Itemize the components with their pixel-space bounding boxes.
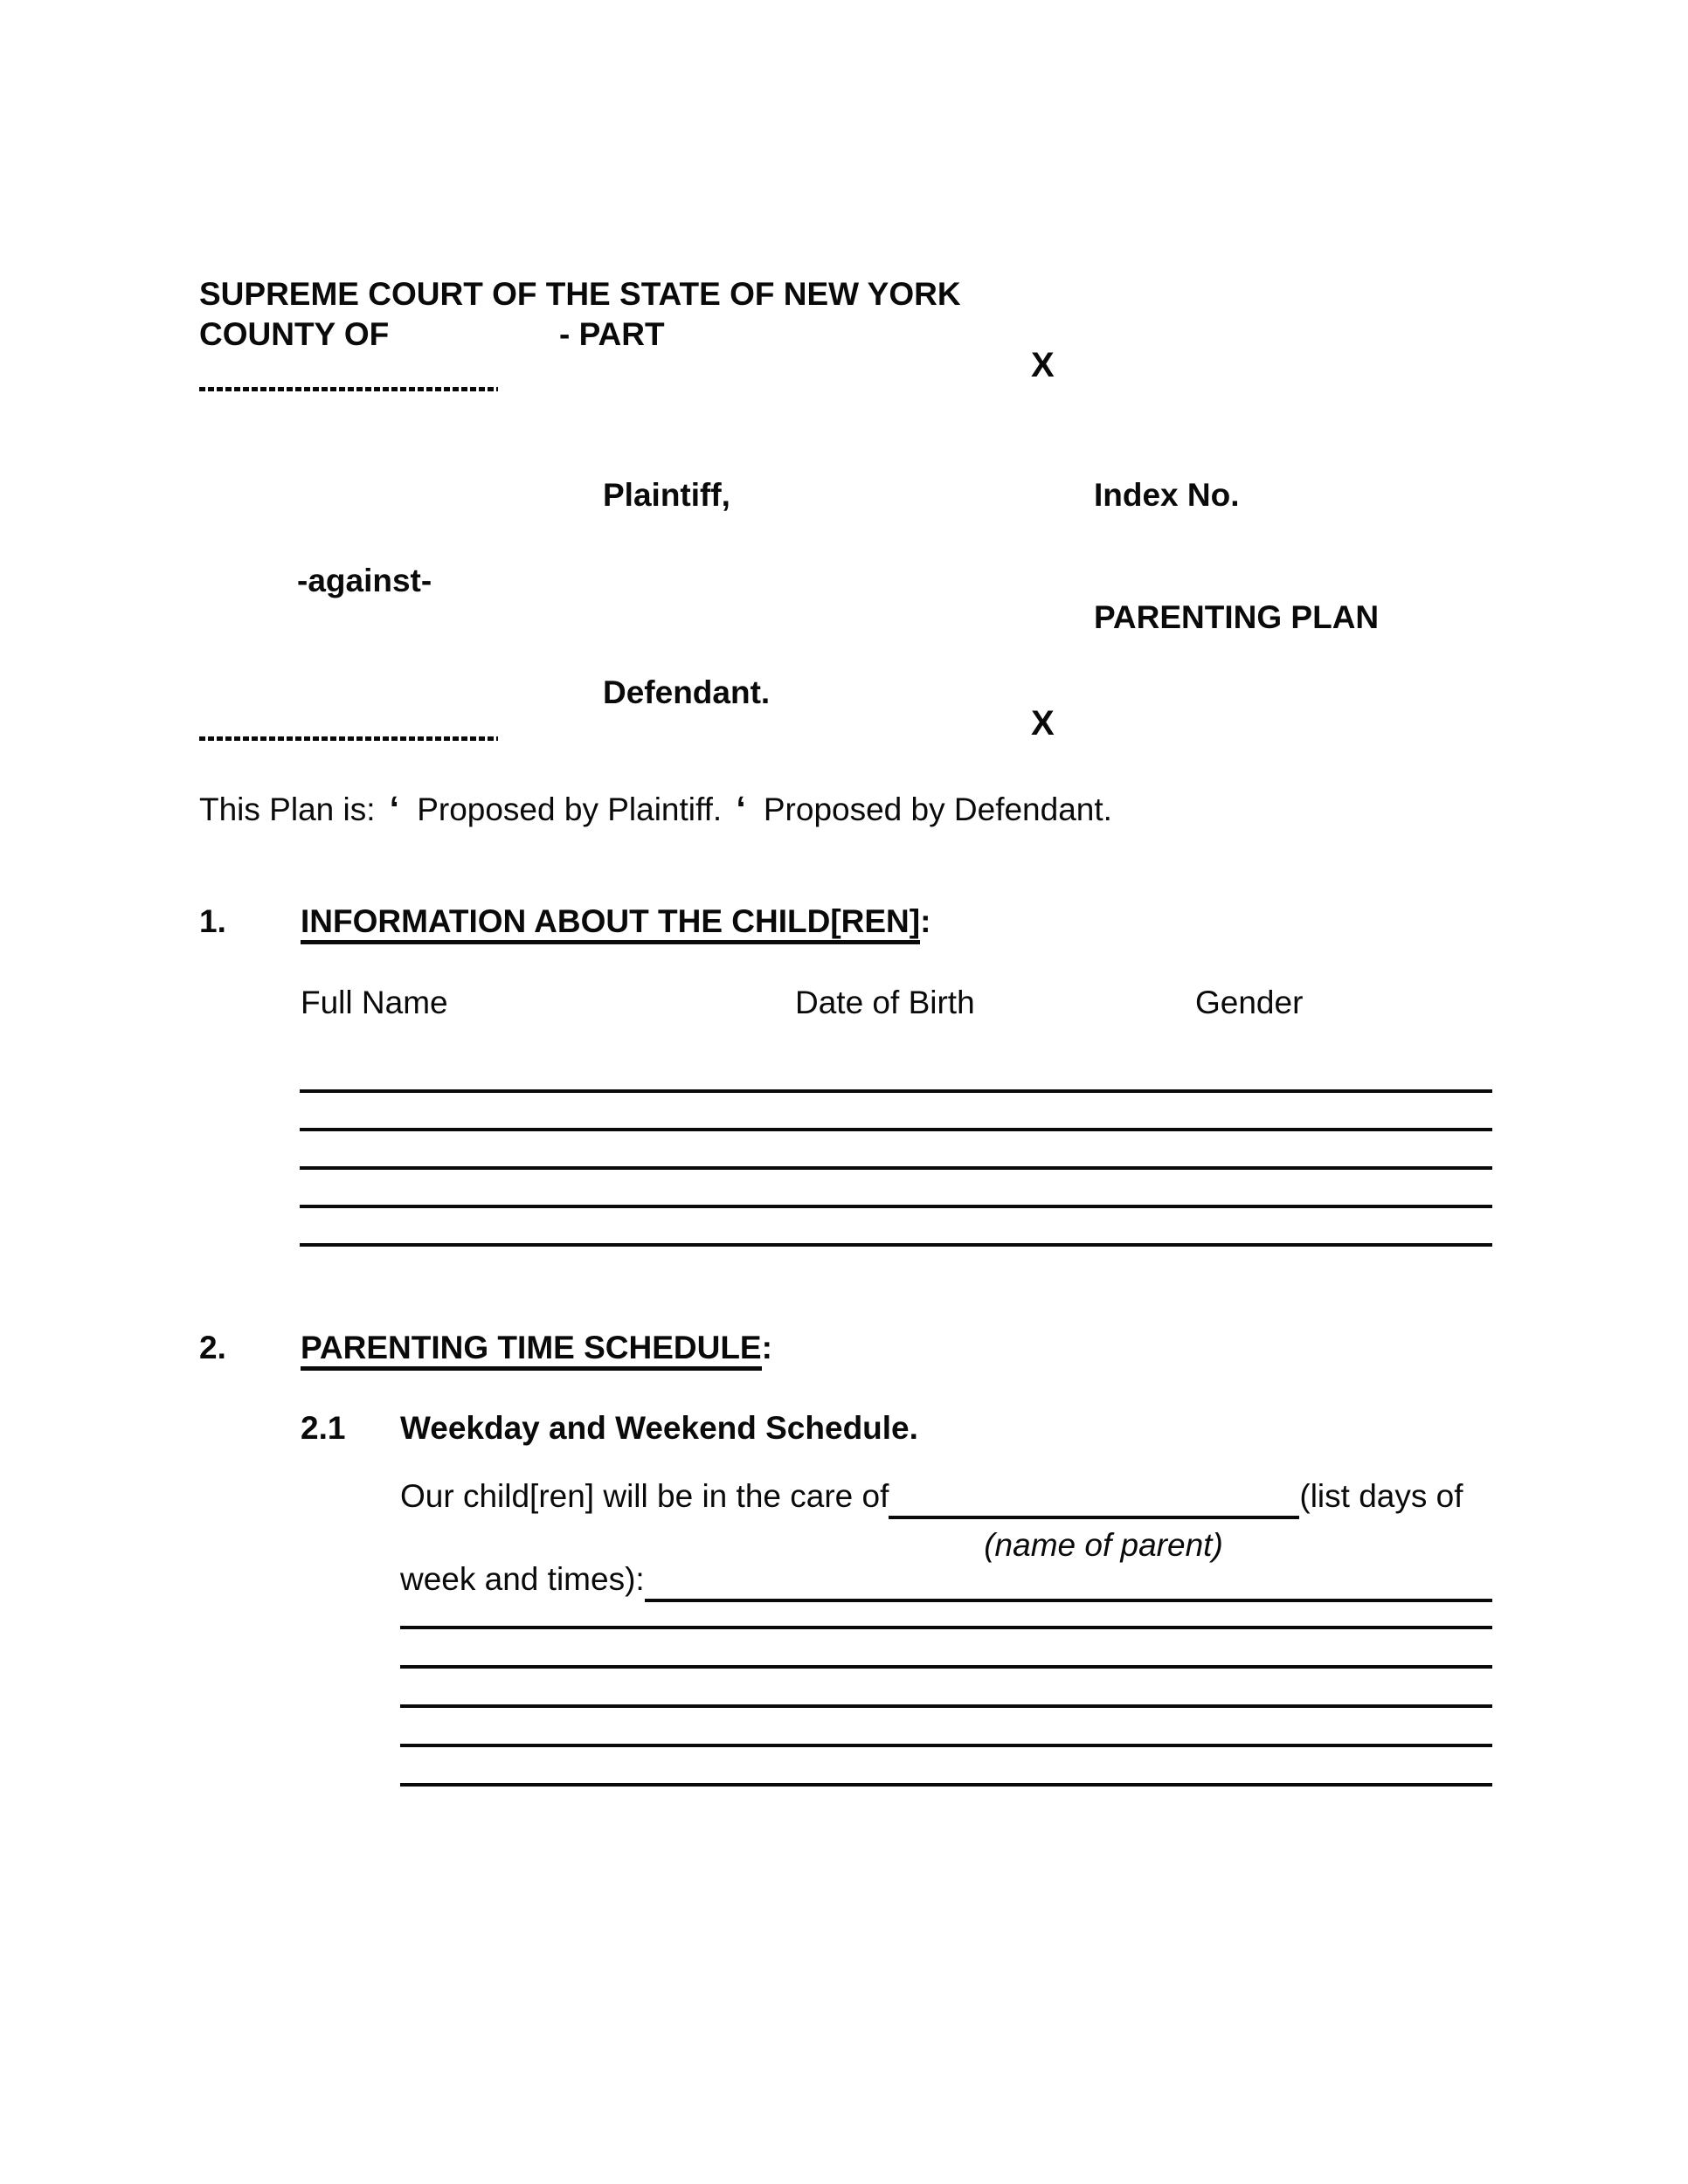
name-of-parent-caption: (name of parent) [984, 1527, 1223, 1563]
section-2-title-colon: : [761, 1330, 772, 1365]
plaintiff-label: Plaintiff, [603, 477, 730, 513]
parent-name-blank-field [889, 1477, 1299, 1519]
child-info-blank-line [300, 1243, 1492, 1247]
index-no-label: Index No. [1094, 477, 1240, 513]
subsection-2-1-number: 2.1 [301, 1410, 346, 1446]
week-times-sentence [400, 1560, 1492, 1599]
caption-x-mark-top: X [1031, 346, 1055, 384]
proposed-by-defendant-label: Proposed by Defendant. [763, 791, 1112, 827]
plan-proposal-prefix: This Plan is: [199, 791, 376, 827]
checkbox-defendant-icon: ‘ [736, 790, 746, 828]
county-of-label: COUNTY OF [199, 316, 390, 352]
subsection-2-1-title: Weekday and Weekend Schedule. [400, 1410, 918, 1446]
child-info-blank-line [300, 1089, 1492, 1093]
section-2-number: 2. [199, 1330, 226, 1365]
section-1-title: INFORMATION ABOUT THE CHILD[REN] [301, 904, 920, 944]
child-info-blank-line [300, 1128, 1492, 1131]
proposed-by-plaintiff-label: Proposed by Plaintiff. [417, 791, 723, 827]
defendant-label: Defendant. [603, 674, 771, 710]
schedule-blank-line [400, 1783, 1492, 1787]
schedule-blank-line [400, 1626, 1492, 1629]
child-info-blank-line [300, 1166, 1492, 1170]
section-1-heading [301, 901, 930, 944]
care-of-text-before: Our child[ren] will be in the care of [400, 1478, 889, 1514]
section-1-number: 1. [199, 903, 226, 939]
section-2-heading [301, 1327, 772, 1371]
care-of-sentence [400, 1477, 1492, 1516]
plan-proposal-line [199, 789, 1112, 830]
column-header-date-of-birth: Date of Birth [795, 985, 975, 1020]
section-1-title-colon: : [920, 903, 931, 939]
column-header-gender: Gender [1195, 985, 1304, 1020]
caption-rule-bottom [199, 736, 498, 741]
schedule-blank-line [400, 1665, 1492, 1669]
against-label: -against- [297, 563, 432, 598]
week-times-label: week and times): [400, 1561, 645, 1597]
checkbox-plaintiff-icon: ‘ [389, 790, 399, 828]
week-times-blank-field [645, 1560, 1492, 1602]
section-2-title: PARENTING TIME SCHEDULE [301, 1330, 762, 1371]
schedule-blank-line [400, 1704, 1492, 1708]
court-name-heading: SUPREME COURT OF THE STATE OF NEW YORK [199, 276, 961, 312]
part-label: - PART [559, 316, 665, 352]
schedule-blank-line [400, 1744, 1492, 1747]
child-info-blank-line [300, 1205, 1492, 1208]
caption-rule-top [199, 387, 498, 391]
care-of-text-after: (list days of [1299, 1478, 1463, 1514]
caption-x-mark-bottom: X [1031, 704, 1055, 743]
document-title: PARENTING PLAN [1094, 599, 1380, 635]
column-header-full-name: Full Name [301, 985, 448, 1020]
